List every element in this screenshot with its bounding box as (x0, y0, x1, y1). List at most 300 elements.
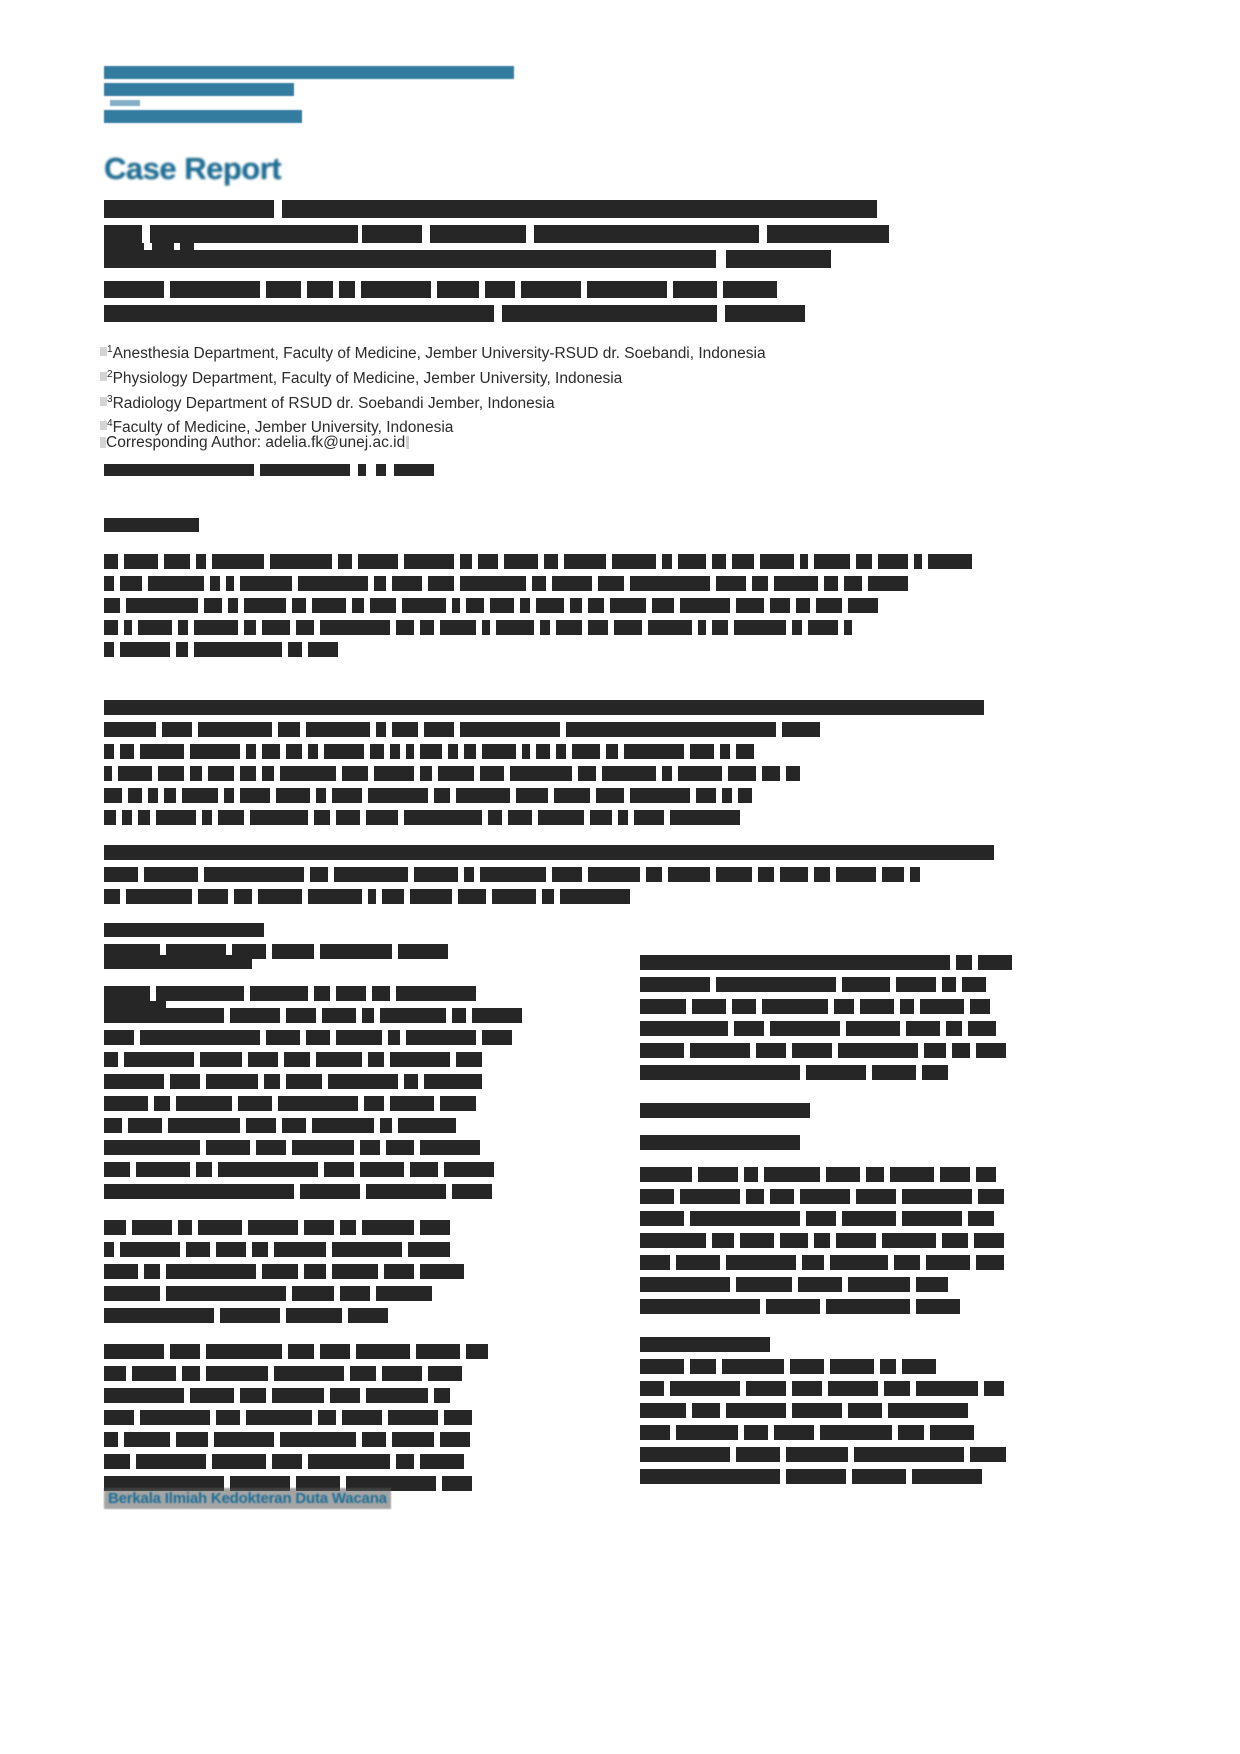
redaction-bar (304, 1264, 326, 1279)
redaction-bar (884, 1381, 910, 1396)
redaction-bar (866, 1167, 884, 1182)
redaction-bar (868, 576, 908, 591)
redaction-bar (392, 576, 422, 591)
redaction-bar (516, 788, 548, 803)
affiliation-marker-2: 2 (107, 368, 113, 380)
redaction-bar (104, 1286, 160, 1301)
abstract-redacted-line (104, 554, 1004, 576)
redaction-bar (332, 1264, 378, 1279)
redaction-bar (366, 1184, 446, 1199)
redaction-bar (916, 1277, 948, 1292)
redaction-bar (842, 977, 890, 992)
redaction-bar (472, 1008, 522, 1023)
column-right-subheading-2 (640, 1135, 1012, 1167)
redaction-bar (124, 620, 132, 635)
redaction-bar (202, 810, 212, 825)
redaction-bar (310, 867, 328, 882)
redaction-bar (410, 889, 452, 904)
redaction-bar (266, 281, 301, 298)
paragraph-spacer (640, 1087, 1012, 1103)
redaction-bar (534, 225, 759, 243)
corresponding-author-text: Corresponding Author: adelia.fk@unej.ac.id (106, 434, 406, 451)
redaction-bar (324, 744, 364, 759)
redaction-bar (926, 1255, 970, 1270)
redaction-bar (970, 999, 990, 1014)
column-left-redacted-line (104, 1344, 536, 1366)
redaction-bar (420, 1454, 464, 1469)
redaction-bar (544, 554, 558, 569)
affiliation-item-3 (100, 390, 860, 415)
redaction-bar (722, 788, 732, 803)
column-left-redacted-line (104, 986, 536, 1008)
redaction-bar (912, 1469, 982, 1484)
redaction-bar (740, 1233, 774, 1248)
redaction-bar (746, 1381, 786, 1396)
redaction-gap (350, 464, 358, 476)
corresponding-author (100, 434, 409, 452)
redaction-bar (640, 1189, 674, 1204)
masthead-spacer (110, 100, 140, 106)
redaction-bar (466, 598, 484, 613)
column-left-redacted-line (104, 1264, 536, 1286)
redaction-bar (696, 788, 716, 803)
redaction-bar (368, 1052, 384, 1067)
column-left-paragraph-3 (104, 1344, 536, 1512)
abstract-paragraph-2 (104, 700, 1004, 832)
redaction-bar (372, 986, 390, 1001)
redaction-bar (572, 744, 600, 759)
redaction-bar (662, 554, 672, 569)
redaction-bar (890, 1167, 934, 1182)
redaction-bar (758, 867, 774, 882)
author-list (104, 281, 904, 329)
redaction-bar (762, 766, 780, 781)
redaction-bar (330, 1388, 360, 1403)
column-left-redacted-line (104, 1074, 536, 1096)
redaction-bar (786, 1447, 848, 1462)
redaction-bar (398, 1118, 456, 1133)
redaction-gap (759, 225, 767, 243)
redaction-bar (834, 999, 854, 1014)
redaction-bar (826, 1299, 910, 1314)
redaction-bar (566, 722, 776, 737)
redaction-bar (258, 889, 302, 904)
redaction-bar (670, 1381, 740, 1396)
redaction-bar (736, 598, 764, 613)
redaction-bar (726, 1255, 796, 1270)
redaction-bar (104, 845, 994, 860)
redaction-bar (424, 1074, 482, 1089)
redaction-bar (902, 1189, 972, 1204)
redaction-bar (280, 1432, 356, 1447)
redaction-bar (336, 810, 360, 825)
abstract-redacted-line (104, 642, 1004, 664)
redaction-bar (690, 1043, 750, 1058)
redaction-bar (744, 1167, 758, 1182)
redaction-bar (308, 744, 318, 759)
redaction-bar (406, 1030, 476, 1045)
author-redacted-line (104, 305, 904, 329)
redaction-bar (104, 744, 114, 759)
paragraph-spacer (104, 1206, 536, 1220)
redaction-bar (630, 788, 690, 803)
redaction-bar (760, 554, 794, 569)
redaction-bar (380, 1118, 392, 1133)
redaction-bar (510, 766, 572, 781)
redaction-bar (878, 554, 908, 569)
redaction-bar (246, 1410, 312, 1425)
redaction-bar (370, 598, 396, 613)
redaction-bar (680, 1189, 740, 1204)
redaction-bar (276, 788, 310, 803)
redaction-bar (264, 1074, 280, 1089)
redaction-bar (328, 1074, 398, 1089)
redaction-bar (774, 1425, 814, 1440)
redaction-bar (900, 999, 914, 1014)
redaction-bar (240, 576, 292, 591)
redaction-bar (392, 1432, 434, 1447)
redaction-bar (536, 744, 550, 759)
redaction-bar (587, 281, 667, 298)
redaction-bar (910, 867, 920, 882)
redaction-bar (104, 464, 254, 476)
column-left-redacted-line (104, 1118, 536, 1140)
redaction-bar (286, 1074, 322, 1089)
redaction-bar (974, 1233, 1004, 1248)
redaction-bar (762, 999, 828, 1014)
redaction-bar (940, 1167, 970, 1182)
column-left-redacted-line (104, 1030, 536, 1052)
redaction-bar (640, 1469, 780, 1484)
redaction-bar (725, 305, 805, 322)
column-right-redacted-line (640, 1233, 1012, 1255)
redaction-bar (316, 1052, 362, 1067)
redaction-bar (132, 1366, 176, 1381)
redaction-bar (952, 1043, 970, 1058)
redaction-bar (780, 1233, 808, 1248)
redaction-bar (723, 281, 777, 298)
redaction-bar (726, 1403, 786, 1418)
redaction-bar (104, 1096, 148, 1111)
redaction-bar (104, 1242, 114, 1257)
column-right-redacted-line (640, 1189, 1012, 1211)
redaction-bar (120, 1242, 180, 1257)
redaction-bar (962, 977, 986, 992)
redaction-bar (156, 986, 244, 1001)
redaction-bar (182, 788, 218, 803)
redaction-bar (898, 1425, 924, 1440)
column-left-redacted-line (104, 1432, 536, 1454)
redaction-bar (554, 788, 590, 803)
redaction-bar (610, 598, 646, 613)
redaction-bar (170, 1074, 200, 1089)
redaction-bar (440, 620, 476, 635)
redaction-bar (734, 620, 786, 635)
redaction-bar (906, 1021, 940, 1036)
redaction-bar (386, 1140, 414, 1155)
redaction-bar (844, 620, 852, 635)
abstract-redacted-line (104, 598, 1004, 620)
redaction-bar (234, 889, 252, 904)
redaction-bar (442, 1476, 472, 1491)
redaction-bar (240, 766, 256, 781)
column-left-redacted-line (104, 1308, 536, 1330)
redaction-bar (485, 281, 515, 298)
redaction-bar (538, 810, 584, 825)
redaction-bar (286, 1308, 342, 1323)
redaction-bar (630, 576, 710, 591)
redaction-bar (826, 1167, 860, 1182)
redaction-bar (292, 1286, 334, 1301)
redaction-bar (856, 1189, 896, 1204)
redaction-bar (250, 810, 308, 825)
redaction-bar (388, 1410, 438, 1425)
column-left-redacted-line (104, 1220, 536, 1242)
column-left-redacted-line (104, 1410, 536, 1432)
redaction-bar (162, 722, 192, 737)
column-right-paragraph-1 (640, 955, 1012, 1103)
redaction-bar (274, 1242, 326, 1257)
redaction-bar (640, 1021, 728, 1036)
redaction-bar (118, 766, 152, 781)
redaction-bar (820, 1425, 892, 1440)
redaction-bar (430, 225, 526, 243)
redaction-bar (602, 766, 656, 781)
redaction-bar (640, 1135, 800, 1150)
redaction-bar (896, 977, 936, 992)
redaction-bar (420, 1264, 464, 1279)
redaction-bar (522, 744, 530, 759)
redaction-bar (104, 1410, 134, 1425)
redaction-bar (292, 1140, 354, 1155)
redaction-bar (368, 889, 376, 904)
redaction-bar (720, 744, 730, 759)
column-right-redacted-line (640, 1425, 1012, 1447)
redaction-bar (170, 1344, 200, 1359)
redaction-bar (440, 1432, 470, 1447)
redaction-bar (204, 598, 222, 613)
title-redacted-line (104, 225, 904, 250)
redaction-bar (382, 889, 404, 904)
redaction-bar (942, 977, 956, 992)
redaction-bar (200, 1052, 242, 1067)
redaction-bar (734, 1021, 764, 1036)
redaction-bar (690, 744, 714, 759)
redaction-bar (460, 554, 472, 569)
redaction-bar (767, 225, 889, 243)
affiliation-marker-box (100, 421, 107, 430)
keywords-heading-bar (104, 923, 1004, 944)
redaction-bar (104, 810, 116, 825)
redaction-bar (490, 598, 514, 613)
redaction-bar (676, 1255, 720, 1270)
redaction-bar (104, 1118, 122, 1133)
redaction-bar (362, 225, 422, 243)
redaction-bar (104, 1074, 164, 1089)
redaction-bar (308, 889, 362, 904)
redaction-bar (312, 598, 346, 613)
redaction-bar (806, 1211, 836, 1226)
redaction-bar (640, 1167, 692, 1182)
redaction-bar (882, 867, 904, 882)
redaction-bar (838, 1043, 918, 1058)
redaction-bar (334, 867, 408, 882)
title-redacted-line (104, 200, 904, 225)
redaction-bar (508, 810, 532, 825)
redaction-bar (828, 1381, 878, 1396)
redaction-bar (104, 1184, 294, 1199)
redaction-bar (308, 642, 338, 657)
redaction-bar (124, 1052, 194, 1067)
redaction-bar (914, 554, 922, 569)
body-column-right (640, 955, 1012, 1507)
redaction-bar (380, 1008, 446, 1023)
redaction-bar (848, 1277, 910, 1292)
abstract-redacted-line (104, 722, 1004, 744)
meta-redacted-line (104, 464, 434, 483)
redaction-bar (786, 766, 800, 781)
redaction-bar (178, 620, 188, 635)
affiliation-item-2 (100, 365, 860, 390)
redaction-bar (360, 1162, 404, 1177)
redaction-bar (792, 620, 802, 635)
column-left-redacted-line (104, 1286, 536, 1308)
redaction-bar (104, 1008, 224, 1023)
redaction-bar (204, 867, 304, 882)
redaction-bar (322, 1008, 356, 1023)
redaction-bar (712, 1233, 734, 1248)
redaction-bar (176, 1096, 232, 1111)
redaction-bar (104, 554, 118, 569)
redaction-bar (266, 1030, 300, 1045)
redaction-bar (598, 576, 624, 591)
paragraph-spacer (104, 1330, 536, 1344)
redaction-bar (248, 1220, 298, 1235)
affiliation-item-1 (100, 340, 860, 365)
redaction-bar (806, 1065, 866, 1080)
redaction-bar (194, 620, 238, 635)
abstract-redacted-line (104, 867, 1004, 889)
masthead-issn-line (104, 66, 514, 79)
redaction-bar (844, 576, 862, 591)
redaction-bar (640, 1425, 670, 1440)
redaction-bar (542, 889, 554, 904)
redaction-bar (816, 598, 842, 613)
column-right-redacted-line (640, 1359, 1012, 1381)
redaction-bar (480, 867, 546, 882)
redaction-bar (716, 576, 746, 591)
redaction-bar (164, 554, 190, 569)
redaction-bar (588, 867, 640, 882)
redaction-bar (342, 1410, 382, 1425)
masthead-doi-line (104, 110, 302, 123)
redaction-bar (176, 642, 188, 657)
redaction-bar (376, 1286, 432, 1301)
redaction-bar (670, 810, 740, 825)
affiliation-marker-3: 3 (107, 393, 113, 405)
redaction-bar (198, 889, 228, 904)
redaction-bar (320, 1344, 350, 1359)
redaction-bar (752, 576, 768, 591)
column-right-redacted-line (640, 1135, 1012, 1157)
redaction-bar (262, 766, 274, 781)
redaction-bar (836, 867, 876, 882)
abstract-redacted-line (104, 889, 1004, 911)
redaction-bar (120, 744, 134, 759)
redaction-bar (304, 1220, 334, 1235)
redaction-bar (880, 1359, 896, 1374)
redaction-bar (104, 788, 122, 803)
redaction-bar (124, 554, 158, 569)
column-left-redacted-line (104, 1096, 536, 1118)
redaction-bar (348, 1308, 388, 1323)
redaction-bar (648, 620, 692, 635)
redaction-bar (224, 788, 234, 803)
redaction-bar (976, 1167, 996, 1182)
redaction-bar (814, 554, 850, 569)
redaction-gap (366, 464, 376, 476)
redaction-bar (860, 999, 894, 1014)
redaction-bar (480, 766, 504, 781)
affiliation-text-4: Faculty of Medicine, Jember University, Indonesia (112, 419, 454, 437)
redaction-bar (384, 1264, 414, 1279)
redaction-bar (216, 1410, 240, 1425)
redaction-bar (854, 1447, 964, 1462)
redaction-bar (842, 1211, 896, 1226)
redaction-bar (596, 788, 624, 803)
redaction-bar (164, 788, 176, 803)
redaction-bar (520, 598, 530, 613)
redaction-bar (278, 722, 300, 737)
redaction-bar (646, 867, 662, 882)
redaction-bar (104, 1264, 138, 1279)
redaction-bar (124, 1432, 170, 1447)
redaction-bar (272, 1388, 324, 1403)
redaction-bar (552, 576, 592, 591)
redaction-bar (362, 1008, 374, 1023)
redaction-bar (104, 700, 984, 715)
redaction-bar (690, 1359, 716, 1374)
redaction-bar (340, 1220, 356, 1235)
column-right-redacted-line (640, 1337, 1012, 1359)
redaction-bar (736, 744, 754, 759)
redaction-bar (746, 1189, 764, 1204)
redaction-bar (978, 1189, 1004, 1204)
redaction-bar (764, 1167, 820, 1182)
redaction-bar (140, 1030, 260, 1045)
redaction-bar (406, 744, 414, 759)
redaction-bar (802, 1255, 824, 1270)
redaction-bar (212, 1454, 266, 1469)
redaction-bar (640, 1337, 770, 1352)
redaction-gap (142, 225, 150, 243)
redaction-bar (830, 1359, 874, 1374)
redaction-bar (942, 1233, 968, 1248)
redaction-bar (104, 518, 199, 532)
redaction-bar (256, 1140, 286, 1155)
redaction-bar (640, 1381, 664, 1396)
journal-masthead (104, 66, 524, 127)
redaction-bar (640, 1233, 706, 1248)
redaction-gap (717, 305, 725, 322)
redaction-bar (640, 1447, 730, 1462)
redaction-bar (324, 1162, 354, 1177)
redaction-bar (138, 810, 150, 825)
redaction-bar (492, 889, 536, 904)
redaction-bar (140, 1410, 210, 1425)
redaction-bar (104, 1140, 200, 1155)
redaction-bar (280, 766, 336, 781)
